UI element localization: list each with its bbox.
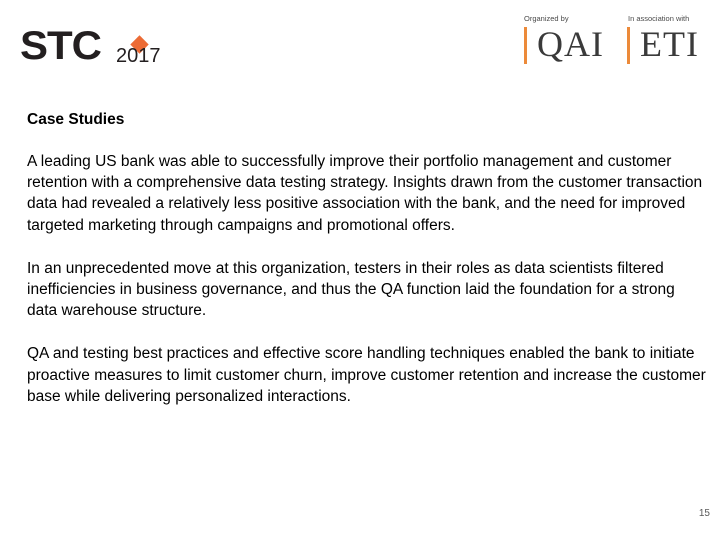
qai-logo: QAI xyxy=(537,24,604,64)
slide-content xyxy=(27,109,707,429)
qai-divider xyxy=(524,27,527,64)
eti-divider xyxy=(627,27,630,64)
eti-logo: ETI xyxy=(640,24,699,64)
association-label: In association with xyxy=(628,14,690,23)
stc-logo-year: 2017 xyxy=(116,45,161,67)
paragraph-1: A leading US bank was able to successfully improve their portfolio management and customer retention with a comprehensive data testing strategy. Insights drawn from the customer transaction data had revealed a relatively less positive association with the bank, and the need for improved targeted marketing through campaigns and promotional offers. xyxy=(27,153,703,234)
stc-logo-text: STC xyxy=(20,24,101,68)
paragraph-2: In an unprecedented move at this organization, testers in their roles as data scientists filtered inefficiencies in business governance, and thus the QA function laid the foundation for a strong data warehouse structure. xyxy=(27,259,675,320)
stc-2017-logo xyxy=(20,18,180,68)
page-number: 15 xyxy=(698,508,710,519)
paragraph-3: QA and testing best practices and effective score handling techniques enabled the bank to initiate proactive measures to limit customer churn, improve customer retention and increase the customer base while delivering personalized interactions. xyxy=(27,345,706,405)
organized-by-label: Organized by xyxy=(524,14,569,23)
section-heading: Case Studies xyxy=(27,111,125,128)
